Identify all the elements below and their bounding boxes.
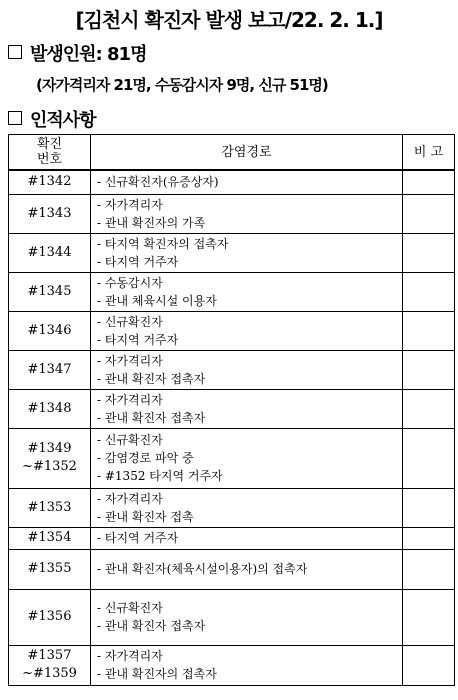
infection-route-cell <box>91 311 403 350</box>
table-row <box>9 233 455 272</box>
infection-route-cell <box>91 527 403 549</box>
note-cell <box>403 272 455 311</box>
note-cell <box>403 194 455 233</box>
header-case-number: 확진 번호 <box>9 135 91 171</box>
table-row <box>9 170 455 194</box>
infection-route-item: - 관내 체육시설 이용자 <box>97 293 217 308</box>
infection-route-item: - 관내 확진자의 접촉자 <box>97 667 217 681</box>
infection-route-item: - 관내 확진자 접촉자 <box>97 371 206 386</box>
case-number-cell <box>9 350 91 389</box>
infection-route-cell <box>91 549 403 589</box>
case-number: #1348 <box>27 400 72 416</box>
infection-route-cell <box>91 170 403 194</box>
infection-route-item: - 수동감시자 <box>97 275 163 290</box>
table-row <box>9 645 455 685</box>
case-rows <box>9 170 455 685</box>
table-header-row <box>9 135 455 171</box>
case-number: #1347 <box>27 361 72 377</box>
case-number-cell <box>9 549 91 589</box>
case-number: #1344 <box>27 244 72 260</box>
outbreak-count-label: 발생인원: 81명 <box>30 44 147 65</box>
header-note: 비 고 <box>403 135 455 171</box>
case-number: #1343 <box>27 205 72 221</box>
outbreak-breakdown: (자가격리자 21명, 수동감시자 9명, 신규 51명) <box>36 76 328 94</box>
case-number: #1355 <box>27 561 72 576</box>
table-row <box>9 311 455 350</box>
infection-route-item: - 타지역 거주자 <box>97 254 179 269</box>
square-bullet-icon <box>8 45 22 59</box>
infection-route-item: - 자가격리자 <box>97 353 163 368</box>
case-number-cell <box>9 488 91 527</box>
infection-route-item: - 자가격리자 <box>97 491 163 506</box>
infection-route-cell <box>91 488 403 527</box>
table-row <box>9 428 455 488</box>
section-personal-info <box>8 106 96 132</box>
case-number-cell <box>9 233 91 272</box>
infection-route-item: - 자가격리자 <box>97 197 163 212</box>
note-cell <box>403 428 455 488</box>
infection-route-item: - 타지역 거주자 <box>97 531 179 545</box>
infection-route-item: - 신규확진자 <box>97 433 163 447</box>
infection-route-item: - 자가격리자 <box>97 649 163 663</box>
case-number: #1346 <box>27 322 72 338</box>
case-number-cell <box>9 645 91 685</box>
note-cell <box>403 527 455 549</box>
section-outbreak-count <box>8 40 146 66</box>
personal-info-label: 인적사항 <box>30 110 96 131</box>
infection-route-item: - 관내 확진자(체육시설이용자)의 접촉자 <box>97 562 308 576</box>
case-number-cell <box>9 527 91 549</box>
infection-route-item: - 신규확진자 <box>97 314 163 329</box>
square-bullet-icon <box>8 111 22 125</box>
table-row <box>9 194 455 233</box>
case-number: #1345 <box>27 283 72 299</box>
case-number-cell <box>9 311 91 350</box>
case-number-cell <box>9 589 91 645</box>
table-row <box>9 389 455 428</box>
infection-route-item: - 신규확진자(유증상자) <box>97 175 219 190</box>
infection-route-cell <box>91 389 403 428</box>
infection-route-cell <box>91 589 403 645</box>
infection-route-item: - #1352 타지역 거주자 <box>97 469 223 483</box>
note-cell <box>403 549 455 589</box>
case-number: #1356 <box>27 609 72 624</box>
infection-route-item: - 자가격리자 <box>97 392 163 407</box>
header-infection-route: 감염경로 <box>91 135 403 171</box>
case-table <box>8 134 455 686</box>
case-number: #1357 <box>27 648 72 663</box>
case-number: ~#1359 <box>22 666 77 681</box>
infection-route-item: - 타지역 거주자 <box>97 332 179 347</box>
table-row <box>9 549 455 589</box>
infection-route-item: - 감염경로 파악 중 <box>97 451 194 465</box>
case-number-cell <box>9 272 91 311</box>
note-cell <box>403 350 455 389</box>
infection-route-cell <box>91 350 403 389</box>
infection-route-cell <box>91 194 403 233</box>
case-number: #1353 <box>27 499 72 515</box>
note-cell <box>403 389 455 428</box>
table-row <box>9 527 455 549</box>
note-cell <box>403 645 455 685</box>
table-row <box>9 350 455 389</box>
infection-route-cell <box>91 272 403 311</box>
case-number: ~#1352 <box>22 459 77 474</box>
table-row <box>9 589 455 645</box>
infection-route-cell <box>91 645 403 685</box>
infection-route-item: - 관내 확진자의 가족 <box>97 215 206 230</box>
infection-route-item: - 관내 확진자 접촉 <box>97 509 194 524</box>
note-cell <box>403 233 455 272</box>
infection-route-item: - 타지역 확진자의 접촉자 <box>97 236 229 251</box>
page-title: [김천시 확진자 발생 보고/22. 2. 1.] <box>75 8 383 32</box>
infection-route-item: - 신규확진자 <box>97 601 163 615</box>
case-number: #1349 <box>27 441 72 456</box>
infection-route-cell <box>91 233 403 272</box>
infection-route-cell <box>91 428 403 488</box>
note-cell <box>403 589 455 645</box>
case-number-cell <box>9 170 91 194</box>
case-number-cell <box>9 389 91 428</box>
note-cell <box>403 488 455 527</box>
note-cell <box>403 170 455 194</box>
note-cell <box>403 311 455 350</box>
case-number: #1342 <box>27 174 72 190</box>
infection-route-item: - 관내 확진자 접촉자 <box>97 619 206 633</box>
case-number-cell <box>9 428 91 488</box>
infection-route-item: - 관내 확진자 접촉자 <box>97 410 206 425</box>
table-row <box>9 272 455 311</box>
table-row <box>9 488 455 527</box>
case-number: #1354 <box>27 530 72 545</box>
case-number-cell <box>9 194 91 233</box>
